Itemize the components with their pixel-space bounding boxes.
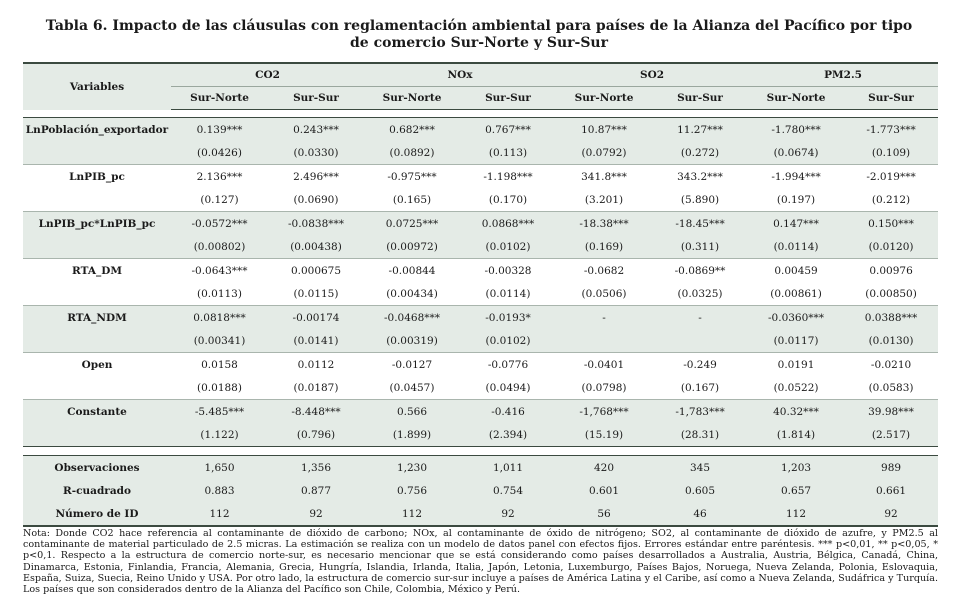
stat-value: 112 [364,502,460,526]
table-row [23,329,938,353]
stat-value: 46 [652,502,748,526]
stat-value: 1,356 [268,456,364,480]
stat-row [23,456,938,480]
coefficient-cell: 10.87*** [556,118,652,142]
coefficient-cell: -0.0838*** [268,212,364,236]
coefficient-cell: 0.767*** [460,118,556,142]
standard-error-cell: (5.890) [680,193,720,206]
coefficient-cell: -2.019*** [844,165,938,189]
header-variables: Variables [23,63,171,110]
empty-cell [23,329,171,353]
header-subheader: Sur-Sur [844,87,938,110]
coefficient-cell: - [556,306,652,330]
coefficient-cell: -0.0776 [460,353,556,377]
coefficient-cell: -1.198*** [460,165,556,189]
table-title [0,18,958,52]
standard-error-cell: (2.394) [460,423,556,447]
table-body [23,110,938,527]
stat-value: 0.883 [171,479,268,502]
standard-error-cell: (0.0792) [556,141,652,165]
coefficient-cell: 2.136*** [171,165,268,189]
coefficient-cell: -0.0468*** [364,306,460,330]
standard-error-cell: (0.0522) [773,381,819,394]
standard-error-cell: (3.201) [584,193,624,206]
stat-value: 1,650 [171,456,268,480]
standard-error-cell: (0.0188) [197,381,242,394]
header-subheader: Sur-Norte [748,87,844,110]
coefficient-cell: -0.416 [460,400,556,424]
spacer-row [23,447,938,456]
table-row [23,423,938,447]
coefficient-cell: 0.0388*** [844,306,938,330]
standard-error-cell: (0.0130) [844,329,938,353]
stat-value: 0.657 [748,479,844,502]
coefficient-cell: -18.38*** [556,212,652,236]
coefficient-cell: 0.0725*** [364,212,460,236]
standard-error-cell: (0.0583) [868,381,914,394]
stat-value: 112 [748,502,844,526]
empty-cell [23,188,171,212]
standard-error-cell: (0.00434) [386,287,438,300]
coefficient-cell: 0.00459 [748,259,844,283]
regression-table [23,62,938,527]
coefficient-cell: -1.994*** [748,165,844,189]
empty-cell [23,141,171,165]
table-row [23,353,938,377]
standard-error-cell: (0.311) [652,235,748,259]
standard-error-cell [556,329,652,353]
standard-error-cell: (0.212) [871,193,911,206]
coefficient-cell: 0.139*** [171,118,268,142]
header-group-nox: NOx [364,63,556,87]
table-row [23,376,938,400]
standard-error-cell: (0.0115) [293,287,339,300]
standard-error-cell: (0.0117) [748,329,844,353]
stat-value: 56 [556,502,652,526]
standard-error-cell: (0.0120) [844,235,938,259]
header-group-pm25: PM2.5 [748,63,938,87]
stat-value: 92 [268,502,364,526]
standard-error-cell: (0.00972) [364,235,460,259]
standard-error-cell [652,329,748,353]
standard-error-cell: (0.0187) [293,381,339,394]
standard-error-cell: (0.796) [268,423,364,447]
stat-value: 92 [460,502,556,526]
table-row [23,400,938,424]
coefficient-cell: -1,783*** [652,400,748,424]
coefficient-cell: 0.0158 [171,353,268,377]
coefficient-cell: -0.0401 [556,353,652,377]
standard-error-cell: (0.0330) [268,141,364,165]
standard-error-cell: (0.272) [652,141,748,165]
stat-value: 92 [844,502,938,526]
standard-error-cell: (0.0690) [293,193,339,206]
standard-error-cell: (0.109) [844,141,938,165]
header-subheader: Sur-Norte [364,87,460,110]
coefficient-cell: 0.682*** [364,118,460,142]
coefficient-cell: -0.0210 [844,353,938,377]
header-subheader: Sur-Norte [171,87,268,110]
header-subheader: Sur-Sur [460,87,556,110]
standard-error-cell: (0.00802) [171,235,268,259]
header-subheader: Sur-Sur [268,87,364,110]
standard-error-cell: (0.00861) [770,287,822,300]
stat-value: 1,011 [460,456,556,480]
coefficient-cell: -0.00328 [460,259,556,283]
standard-error-cell: (1.899) [364,423,460,447]
standard-error-cell: (0.113) [460,141,556,165]
stat-name: R-cuadrado [23,479,171,502]
table-row [23,306,938,330]
table-title-line-2: de comercio Sur-Norte y Sur-Sur [350,35,608,51]
standard-error-cell: (0.0114) [748,235,844,259]
standard-error-cell: (0.00319) [364,329,460,353]
coefficient-cell: 39.98*** [844,400,938,424]
table-row [23,165,938,189]
table-row [23,188,938,212]
coefficient-cell: 0.0818*** [171,306,268,330]
coefficient-cell: 0.000675 [268,259,364,283]
standard-error-cell: (0.00850) [865,287,917,300]
coefficient-cell: 341.8*** [556,165,652,189]
stat-value: 0.754 [460,479,556,502]
coefficient-cell: -1,768*** [556,400,652,424]
coefficient-cell: -0.0360*** [748,306,844,330]
coefficient-cell: -5.485*** [171,400,268,424]
coefficient-cell: -0.0643*** [171,259,268,283]
coefficient-cell: 0.243*** [268,118,364,142]
stat-name: Número de ID [23,502,171,526]
coefficient-cell: 0.147*** [748,212,844,236]
stat-value: 989 [844,456,938,480]
stat-row [23,502,938,526]
standard-error-cell: (0.0426) [171,141,268,165]
header-group-co2: CO2 [171,63,364,87]
empty-cell [23,376,171,400]
standard-error-cell: (1.814) [748,423,844,447]
coefficient-cell: -0.249 [652,353,748,377]
standard-error-cell: (0.0102) [460,329,556,353]
coefficient-cell: - [652,306,748,330]
coefficient-cell: 2.496*** [268,165,364,189]
standard-error-cell: (0.0325) [677,287,723,300]
coefficient-cell: 0.0868*** [460,212,556,236]
stat-value: 0.661 [844,479,938,502]
standard-error-cell: (0.0113) [197,287,242,300]
standard-error-cell: (0.0114) [485,287,531,300]
coefficient-cell: -1.773*** [844,118,938,142]
coefficient-cell: 343.2*** [652,165,748,189]
standard-error-cell: (0.165) [392,193,432,206]
table-row [23,259,938,283]
variable-name: Constante [23,400,171,424]
standard-error-cell: (0.0102) [460,235,556,259]
stat-value: 420 [556,456,652,480]
stat-value: 1,230 [364,456,460,480]
table-row [23,212,938,236]
coefficient-cell: -0.00174 [268,306,364,330]
coefficient-cell: -1.780*** [748,118,844,142]
standard-error-cell: (0.0674) [748,141,844,165]
header-group-so2: SO2 [556,63,748,87]
empty-cell [23,235,171,259]
variable-name: RTA_DM [23,259,171,283]
coefficient-cell: -0.0869** [652,259,748,283]
stat-value: 112 [171,502,268,526]
standard-error-cell: (0.00438) [268,235,364,259]
standard-error-cell: (0.197) [776,193,816,206]
empty-cell [23,423,171,447]
coefficient-cell: -0.0193* [460,306,556,330]
coefficient-cell: -0.00844 [364,259,460,283]
header-row-groups [23,63,938,87]
stat-value: 1,203 [748,456,844,480]
table-row [23,141,938,165]
variable-name: RTA_NDM [23,306,171,330]
table-note: Nota: Donde CO2 hace referencia al contaminante de dióxido de carbono; NOx, al contaminante de óxido de nitrógeno; SO2, al contaminante de dióxido de azufre, y PM2.5 al contaminante de material particulado de 2.5 micras. La estimación se realiza con un modelo de datos panel con efectos fijos. Errores estándar entre paréntesis. *** p<0,01, ** p<0,05, * p<0,1. Respecto a la estructura de comercio norte-sur, es necesario mencionar que se está considerando como países desarrollados a Australia, Austria, Bélgica, Canadá, China, Dinamarca, Estonia, Finlandia, Francia, Alemania, Grecia, Hungría, Islandia, Irlanda, Italia, Japón, Letonia, Luxemburgo, Países Bajos, Noruega, Nueva Zelanda, Polonia, Eslovaquia, España, Suiza, Suecia, Reino Unido y USA. Por otro lado, la estructura de comercio sur-sur incluye a países de América Latina y el Caribe, así como a Nueva Zelanda, Sudáfrica y Turquía. Los países que son considerados dentro de la Alianza del Pacífico son Chile, Colombia, México y Perú. [23,528,938,596]
standard-error-cell: (1.122) [171,423,268,447]
stat-value: 0.601 [556,479,652,502]
coefficient-cell: 0.150*** [844,212,938,236]
header-subheader: Sur-Sur [652,87,748,110]
variable-name: LnPIB_pc [23,165,171,189]
stat-value: 0.605 [652,479,748,502]
standard-error-cell: (0.0494) [485,381,531,394]
coefficient-cell: -0.0572*** [171,212,268,236]
standard-error-cell: (0.0141) [268,329,364,353]
variable-name: LnPIB_pc*LnPIB_pc [23,212,171,236]
coefficient-cell: -8.448*** [268,400,364,424]
standard-error-cell: (28.31) [652,423,748,447]
coefficient-cell: 0.0112 [268,353,364,377]
coefficient-cell: 11.27*** [652,118,748,142]
stat-value: 0.877 [268,479,364,502]
empty-cell [23,282,171,306]
table-title-line-1: Tabla 6. Impacto de las cláusulas con reglamentación ambiental para países de la Alianza del Pacífico por tipo [45,18,913,34]
coefficient-cell: -0.975*** [364,165,460,189]
table-row [23,118,938,142]
standard-error-cell: (0.170) [488,193,528,206]
standard-error-cell: (0.00341) [171,329,268,353]
standard-error-cell: (0.0892) [364,141,460,165]
standard-error-cell: (0.169) [556,235,652,259]
coefficient-cell: 0.00976 [844,259,938,283]
standard-error-cell: (0.0506) [581,287,627,300]
standard-error-cell: (0.127) [200,193,239,206]
stat-value: 345 [652,456,748,480]
standard-error-cell: (0.0798) [581,381,627,394]
variable-name: LnPoblación_exportador [23,118,171,142]
variable-name: Open [23,353,171,377]
coefficient-cell: 0.0191 [748,353,844,377]
standard-error-cell: (2.517) [844,423,938,447]
stat-name: Observaciones [23,456,171,480]
coefficient-cell: 0.566 [364,400,460,424]
stat-value: 0.756 [364,479,460,502]
coefficient-cell: -18.45*** [652,212,748,236]
standard-error-cell: (0.0457) [389,381,435,394]
coefficient-cell: 40.32*** [748,400,844,424]
table-row [23,235,938,259]
coefficient-cell: -0.0127 [364,353,460,377]
coefficient-cell: -0.0682 [556,259,652,283]
standard-error-cell: (0.167) [680,381,720,394]
standard-error-cell: (15.19) [556,423,652,447]
header-subheader: Sur-Norte [556,87,652,110]
table-row [23,282,938,306]
stat-row [23,479,938,502]
spacer-row [23,110,938,118]
